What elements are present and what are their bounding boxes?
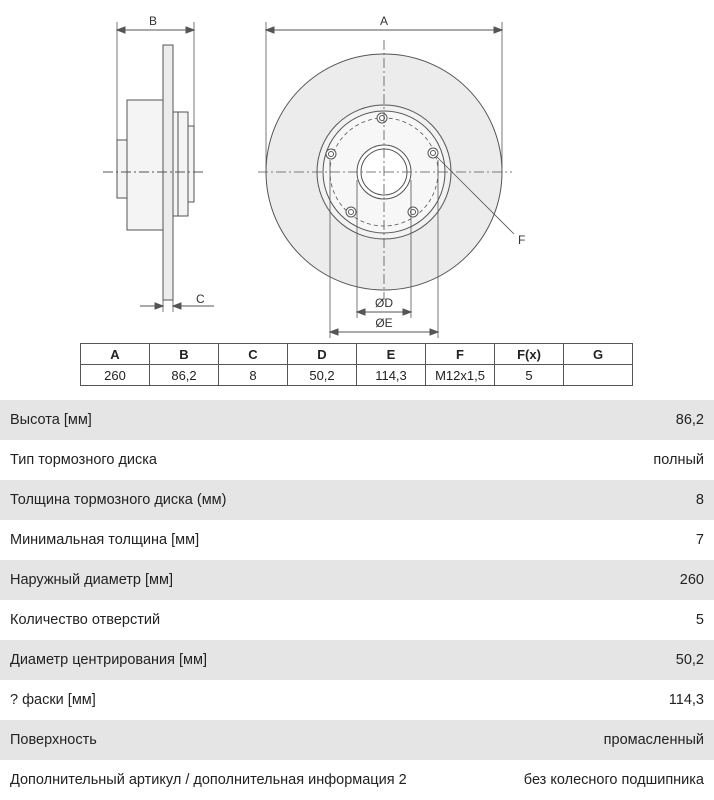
spec-label: Поверхность <box>10 732 97 748</box>
label-b: B <box>148 14 158 28</box>
spec-value: 7 <box>695 532 704 548</box>
dim-header-f: F <box>426 344 495 365</box>
spec-value: 114,3 <box>668 692 704 708</box>
dim-value-e: 114,3 <box>357 365 426 386</box>
dim-header-b: B <box>150 344 219 365</box>
spec-value: полный <box>653 452 704 468</box>
label-f: F <box>518 233 526 247</box>
spec-row-disc-thickness <box>0 480 714 520</box>
spec-label: ? фаски [мм] <box>10 692 96 708</box>
dimensions-table <box>80 343 633 386</box>
spec-label: Толщина тормозного диска (мм) <box>10 492 227 508</box>
spec-label: Тип тормозного диска <box>10 452 157 468</box>
dim-value-d: 50,2 <box>288 365 357 386</box>
brake-disc-drawing <box>0 0 714 342</box>
dim-value-a: 260 <box>81 365 150 386</box>
spec-row-height <box>0 400 714 440</box>
label-e: ØE <box>375 316 393 330</box>
label-a: A <box>379 14 389 28</box>
spec-value: 8 <box>695 492 704 508</box>
dim-header-fx: F(x) <box>495 344 564 365</box>
spec-label: Количество отверстий <box>10 612 161 628</box>
dim-header-a: A <box>81 344 150 365</box>
spec-row-hole-count <box>0 600 714 640</box>
spec-value: 50,2 <box>675 652 704 668</box>
dim-value-c: 8 <box>219 365 288 386</box>
spec-row-surface <box>0 720 714 760</box>
spec-label: Дополнительный артикул / дополнительная информация 2 <box>10 772 407 788</box>
dim-value-fx: 5 <box>495 365 564 386</box>
spec-label: Диаметр центрирования [мм] <box>10 652 208 668</box>
dimensions-header-row <box>81 344 633 365</box>
spec-row-disc-type <box>0 440 714 480</box>
spec-value: 86,2 <box>675 412 704 428</box>
spec-value: 5 <box>695 612 704 628</box>
dim-header-e: E <box>357 344 426 365</box>
dimensions-value-row <box>81 365 633 386</box>
spec-row-outer-diameter <box>0 560 714 600</box>
label-c: C <box>196 292 205 306</box>
spec-label: Минимальная толщина [мм] <box>10 532 200 548</box>
technical-drawing-svg <box>0 0 714 342</box>
spec-row-min-thickness <box>0 520 714 560</box>
dim-value-b: 86,2 <box>150 365 219 386</box>
spec-label: Высота [мм] <box>10 412 92 428</box>
spec-row-chamfer <box>0 680 714 720</box>
side-view <box>103 22 214 312</box>
dim-header-g: G <box>564 344 633 365</box>
dim-value-g <box>564 365 633 386</box>
specs-list <box>0 400 714 800</box>
spec-value: промасленный <box>603 732 704 748</box>
label-d: ØD <box>375 296 393 310</box>
dim-header-d: D <box>288 344 357 365</box>
spec-value: 260 <box>679 572 704 588</box>
spec-row-additional-info <box>0 760 714 800</box>
spec-label: Наружный диаметр [мм] <box>10 572 174 588</box>
dim-header-c: C <box>219 344 288 365</box>
spec-row-centering-diameter <box>0 640 714 680</box>
dim-value-f: M12x1,5 <box>426 365 495 386</box>
spec-value: без колесного подшипника <box>523 772 704 788</box>
front-view <box>258 22 514 338</box>
